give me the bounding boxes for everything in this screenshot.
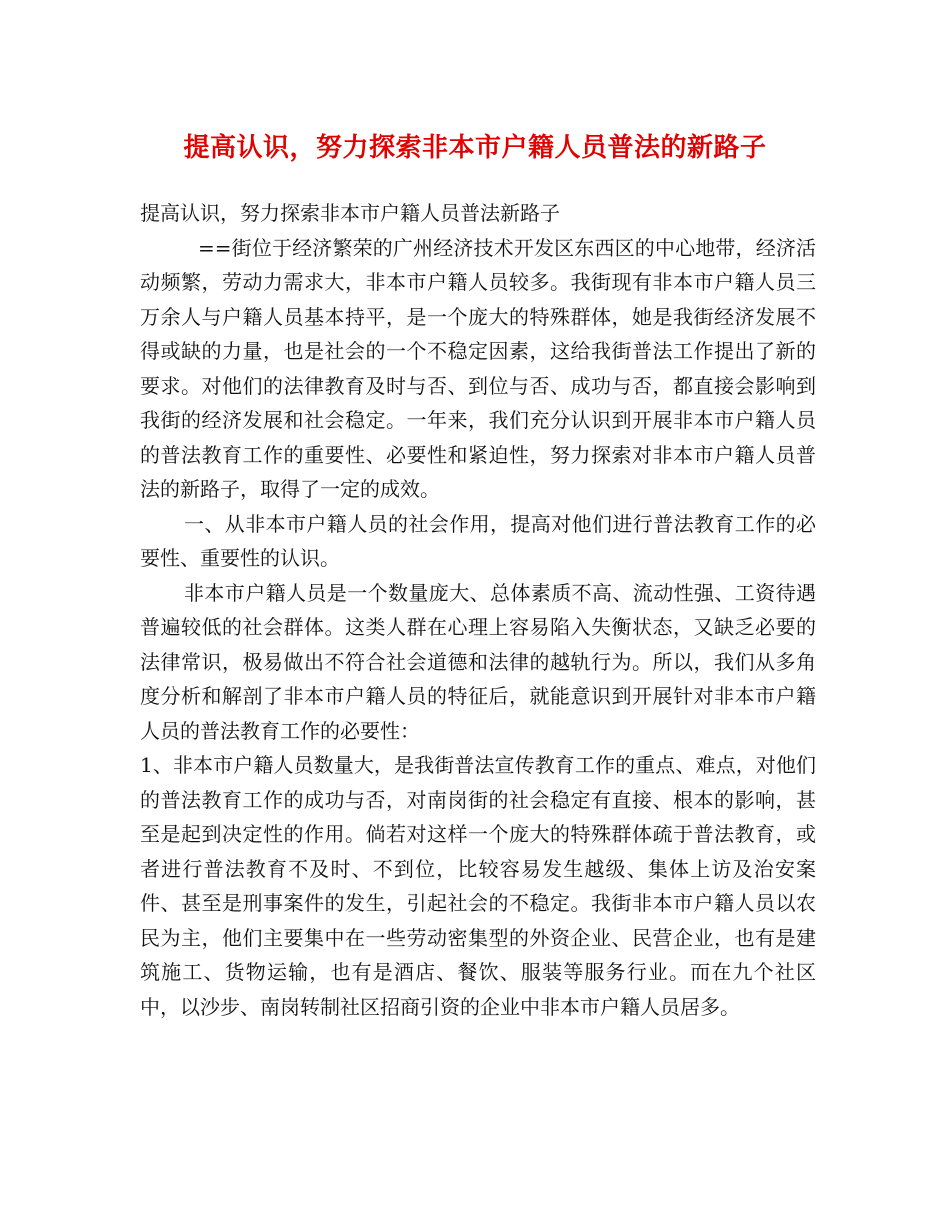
- document-body: [140, 196, 816, 1024]
- document-title: 提高认识，努力探索非本市户籍人员普法的新路子: [183, 133, 767, 163]
- section-heading-paragraph: 一、从非本市户籍人员的社会作用，提高对他们进行普法教育工作的必要性、重要性的认识。: [140, 511, 816, 570]
- intro-paragraph: ==街位于经济繁荣的广州经济技术开发区东西区的中心地带，经济活动频繁，劳动力需求大，非本市户籍人员较多。我街现有非本市户籍人员三万余人与户籍人员基本持平，是一个庞大的特殊群体，她是我街经济发展不得或缺的力量，也是社会的一个不稳定因素，这给我街普法工作提出了新的要求。对他们的法律教育及时与否、到位与否、成功与否，都直接会影响到我街的经济发展和社会稳定。一年来，我们充分认识到开展非本市户籍人员的普法教育工作的重要性、必要性和紧迫性，努力探索对非本市户籍人员普法的新路子，取得了一定的成效。: [140, 235, 816, 501]
- subtitle-paragraph: 提高认识，努力探索非本市户籍人员普法新路子: [140, 201, 560, 225]
- point-one-paragraph: 1、非本市户籍人员数量大，是我街普法宣传教育工作的重点、难点，对他们的普法教育工作的成功与否，对南岗街的社会稳定有直接、根本的影响，甚至是起到决定性的作用。倘若对这样一个庞大的特殊群体疏于普法教育，或者进行普法教育不及时、不到位，比较容易发生越级、集体上访及治安案件、甚至是刑事案件的发生，引起社会的不稳定。我街非本市户籍人员以农民为主，他们主要集中在一些劳动密集型的外资企业、民营企业，也有是建筑施工、货物运输，也有是酒店、餐饮、服装等服务行业。而在九个社区中，以沙步、南岗转制社区招商引资的企业中非本市户籍人员居多。: [140, 753, 816, 1019]
- characteristics-paragraph: 非本市户籍人员是一个数量庞大、总体素质不高、流动性强、工资待遇普遍较低的社会群体。这类人群在心理上容易陷入失衡状态，又缺乏必要的法律常识，极易做出不符合社会道德和法律的越轨行为。所以，我们从多角度分析和解剖了非本市户籍人员的特征后，就能意识到开展针对非本市户籍人员的普法教育工作的必要性：: [140, 580, 816, 743]
